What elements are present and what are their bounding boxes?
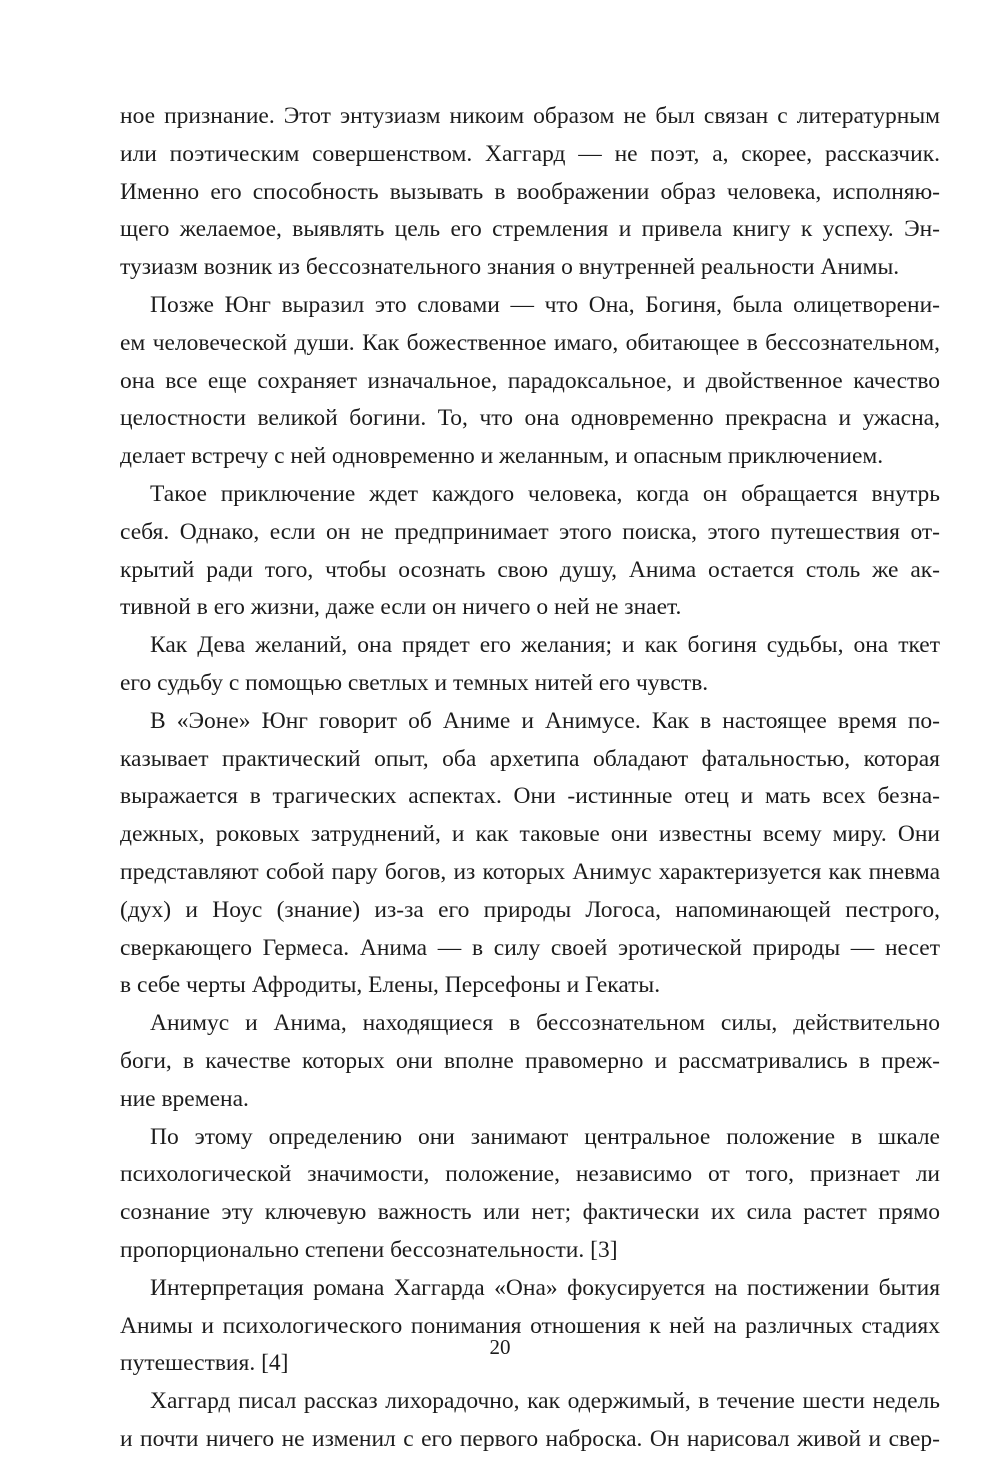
paragraph	[120, 98, 940, 287]
text-line: или поэтическим совершенством. Хаггард — не поэт, а, скорее, рассказчик.	[120, 140, 940, 167]
text-line: сверкающего Гермеса. Анима — в силу своей эротической природы — несет	[120, 934, 940, 961]
text-line: Анимус и Анима, находящиеся в бессознательном силы, действительно	[150, 1010, 940, 1037]
text-line: целостности великой богини. То, что она одновременно прекрасна и ужасна,	[120, 405, 940, 432]
text-line: ние времена.	[120, 1085, 249, 1112]
text-line: Анимы и психологического понимания отношения к ней на различных стадиях	[120, 1312, 940, 1339]
text-line: Такое приключение ждет каждого человека, когда он обращается внутрь	[150, 480, 940, 507]
text-line: путешествия. [4]	[120, 1350, 289, 1377]
text-line: Позже Юнг выразил это словами — что Она, Богиня, была олицетворени-	[150, 291, 940, 318]
text-line: Именно его способность вызывать в воображении образ человека, исполняю-	[120, 178, 940, 205]
paragraph	[120, 1270, 940, 1383]
text-line: казывает практический опыт, оба архетипа обладают фатальностью, которая	[120, 745, 940, 772]
text-line: тузиазм возник из бессознательного знания о внутренней реальности Анимы.	[120, 254, 900, 281]
text-line: щего желаемое, выявлять цель его стремления и привела книгу к успеху. Эн-	[120, 216, 940, 243]
text-line: Как Дева желаний, она прядет его желания; и как богиня судьбы, она ткет	[150, 632, 940, 659]
text-line: она все еще сохраняет изначальное, парадоксальное, и двойственное качество	[120, 367, 940, 394]
text-line: тивной в его жизни, даже если он ничего о ней не знает.	[120, 594, 682, 621]
text-line: делает встречу с ней одновременно и желанным, и опасным приключением.	[120, 443, 884, 470]
text-line: В «Эоне» Юнг говорит об Аниме и Анимусе. Как в настоящее время по-	[150, 707, 940, 734]
page-number: 20	[489, 1335, 511, 1359]
text-line: в себе черты Афродиты, Елены, Персефоны и Гекаты.	[120, 972, 661, 999]
text-line: Хаггард писал рассказ лихорадочно, как одержимый, в течение шести недель	[150, 1388, 940, 1415]
text-line: (дух) и Ноус (знание) из-за его природы Логоса, напоминающей пестрого,	[120, 896, 940, 923]
text-line: Интерпретация романа Хаггарда «Она» фокусируется на постижении бытия	[150, 1274, 940, 1301]
text-line: ное признание. Этот энтузиазм никоим образом не был связан с литературным	[120, 103, 940, 129]
paragraph	[120, 1383, 940, 1459]
paragraph	[120, 703, 940, 1005]
text-line: сознание эту ключевую важность или нет; фактически их сила растет прямо	[120, 1199, 940, 1226]
page-body	[120, 98, 940, 1459]
paragraph	[120, 1005, 940, 1118]
text-line: ем человеческой души. Как божественное имаго, обитающее в бессознательном,	[120, 329, 940, 356]
text-line: представляют собой пару богов, из которых Анимус характеризуется как пневма	[120, 858, 940, 885]
paragraph	[120, 1119, 940, 1270]
text-line: По этому определению они занимают центральное положение в шкале	[150, 1123, 940, 1150]
paragraph	[120, 287, 940, 476]
text-line: боги, в качестве которых они вполне правомерно и рассматривались в преж-	[120, 1047, 940, 1074]
text-line: психологической значимости, положение, независимо от того, признает ли	[120, 1161, 940, 1188]
text-line: и почти ничего не изменил с его первого наброска. Он нарисовал живой и свер-	[120, 1425, 940, 1452]
paragraph	[120, 476, 940, 627]
text-line: выражается в трагических аспектах. Они -истинные отец и мать всех безна-	[120, 783, 940, 810]
paragraph	[120, 627, 940, 703]
text-line: дежных, роковых затруднений, и как таковые они известны всему миру. Они	[120, 821, 940, 848]
text-line: пропорционально степени бессознательности. [3]	[120, 1236, 618, 1263]
text-line: крытий ради того, чтобы осознать свою душу, Анима остается столь же ак-	[120, 556, 940, 583]
text-line: себя. Однако, если он не предпринимает этого поиска, этого путешествия от-	[120, 518, 940, 545]
text-line: его судьбу с помощью светлых и темных нитей его чувств.	[120, 669, 709, 696]
